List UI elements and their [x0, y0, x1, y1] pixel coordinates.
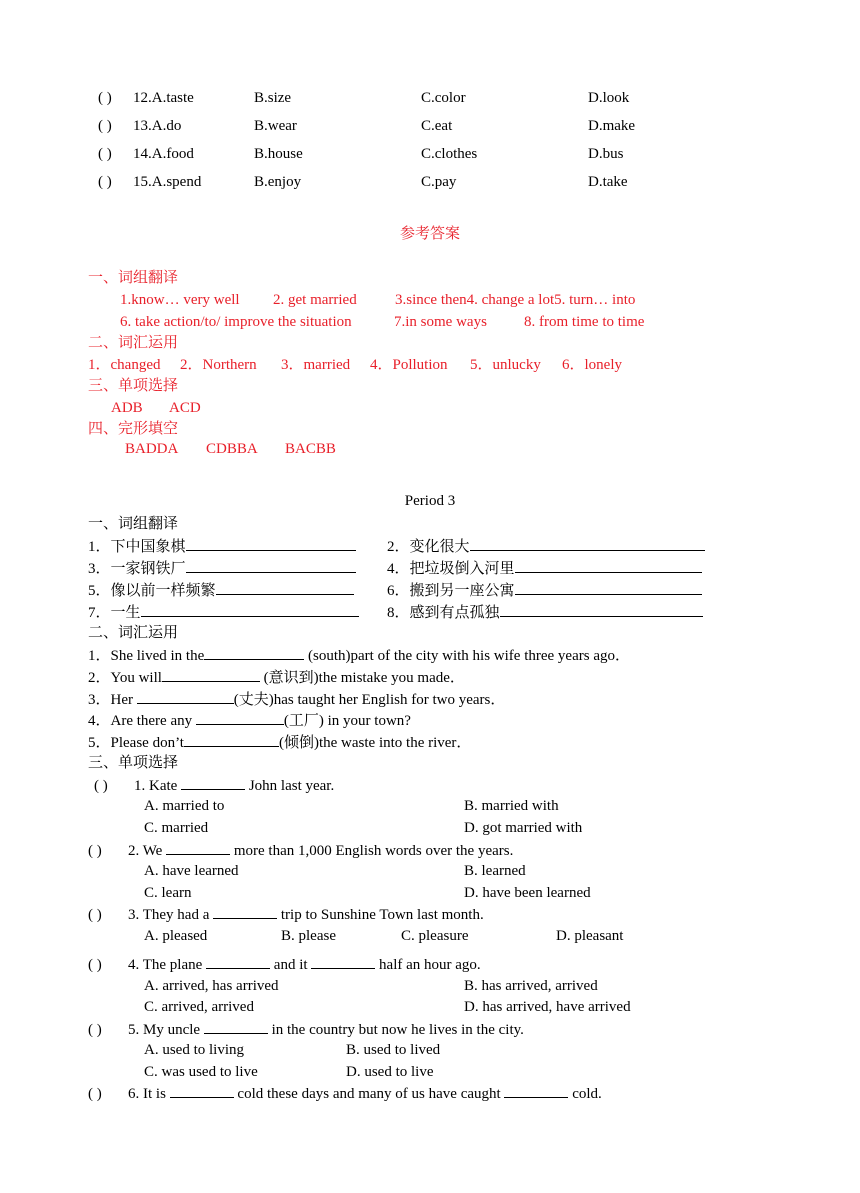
- answers-section-1-heading: 一、词组翻译: [88, 270, 179, 286]
- period-title: Period 3: [404, 493, 456, 509]
- phrase-item: 1．下中国象棋: [88, 536, 356, 557]
- option-c: C.clothes: [421, 146, 478, 162]
- answers-section-2-heading: 二、词汇运用: [88, 335, 179, 351]
- option-c: C. married: [144, 820, 209, 836]
- answers-title: 参考答案: [399, 226, 460, 242]
- option-c: C. learn: [144, 885, 192, 901]
- option-c: C. was used to live: [144, 1064, 258, 1080]
- option-a: A. have learned: [144, 863, 239, 879]
- option-d: D. pleasant: [556, 928, 624, 944]
- phrase-item: 3．一家钢铁厂: [88, 558, 356, 579]
- option-a: A. arrived, has arrived: [144, 978, 279, 994]
- option-b: B. please: [281, 928, 336, 944]
- phrase-item: 4．把垃圾倒入河里: [387, 558, 702, 579]
- option-d: D. have been learned: [464, 885, 591, 901]
- question-stem: ( ) 2. We more than 1,000 English words over the years.: [88, 840, 513, 861]
- answer-paren: ( ): [98, 90, 112, 106]
- answers-section-3-heading: 三、单项选择: [88, 378, 179, 394]
- answer-item: ACD: [169, 400, 201, 416]
- answer-item: 2. get married: [273, 292, 357, 308]
- option-c: C. arrived, arrived: [144, 999, 254, 1015]
- answer-item: 7.in some ways: [394, 314, 487, 330]
- phrase-item: 5．像以前一样频繁: [88, 580, 354, 601]
- answer-item: 6. take action/to/ improve the situation: [120, 314, 352, 330]
- option-b: B. married with: [464, 798, 559, 814]
- answer-item: ADB: [111, 400, 143, 416]
- answer-item: CDBBA: [206, 441, 258, 457]
- option-a: 12.A.taste: [133, 90, 194, 106]
- phrase-item: 7．一生: [88, 602, 359, 623]
- answer-item: 6．lonely: [562, 357, 622, 373]
- answer-paren: ( ): [98, 146, 112, 162]
- option-b: B.house: [254, 146, 303, 162]
- option-b: B.size: [254, 90, 292, 106]
- option-b: B.enjoy: [254, 174, 302, 190]
- option-b: B. learned: [464, 863, 526, 879]
- section-1-heading: 一、词组翻译: [88, 516, 179, 532]
- option-d: D. got married with: [464, 820, 583, 836]
- option-c: C. pleasure: [401, 928, 469, 944]
- question-stem: ( ) 6. It is cold these days and many of us have caught cold.: [88, 1083, 602, 1104]
- section-2-heading: 二、词汇运用: [88, 625, 179, 641]
- answer-item: 8. from time to time: [524, 314, 645, 330]
- option-b: B.wear: [254, 118, 297, 134]
- option-d: D. has arrived, have arrived: [464, 999, 631, 1015]
- option-a: A. married to: [144, 798, 225, 814]
- option-c: C.eat: [421, 118, 453, 134]
- question-stem: ( ) 3. They had a trip to Sunshine Town last month.: [88, 904, 484, 925]
- phrase-item: 8．感到有点孤独: [387, 602, 703, 623]
- answer-item: 3.since then4. change a lot5. turn… into: [395, 292, 636, 308]
- option-d: D.look: [588, 90, 630, 106]
- option-a: 15.A.spend: [133, 174, 202, 190]
- option-d: D. used to live: [346, 1064, 434, 1080]
- vocab-item: 1．She lived in the (south)part of the city with his wife three years ago．: [88, 645, 630, 666]
- answer-paren: ( ): [98, 174, 112, 190]
- answer-item: 4．Pollution: [370, 357, 448, 373]
- question-stem: ( ) 4. The plane and it half an hour ago.: [88, 954, 481, 975]
- question-stem: ( ) 1. Kate John last year.: [94, 775, 334, 796]
- option-a: A. used to living: [144, 1042, 244, 1058]
- option-a: 13.A.do: [133, 118, 182, 134]
- option-d: D.make: [588, 118, 636, 134]
- answers-section-4-heading: 四、完形填空: [88, 421, 179, 437]
- answer-item: 1．changed: [88, 357, 161, 373]
- vocab-item: 5．Please don’t (倾倒)the waste into the river．: [88, 732, 471, 753]
- answer-item: BACBB: [285, 441, 336, 457]
- vocab-item: 4．Are there any (工厂) in your town?: [88, 710, 411, 731]
- phrase-item: 2．变化很大: [387, 536, 705, 557]
- question-stem: ( ) 5. My uncle in the country but now he lives in the city.: [88, 1019, 524, 1040]
- vocab-item: 2．You will (意识到)the mistake you made．: [88, 667, 465, 688]
- answer-item: 2．Northern: [180, 357, 257, 373]
- option-b: B. used to lived: [346, 1042, 441, 1058]
- answer-item: 3．married: [281, 357, 351, 373]
- option-c: C.color: [421, 90, 466, 106]
- option-d: D.bus: [588, 146, 624, 162]
- answer-item: 5．unlucky: [470, 357, 541, 373]
- option-a: 14.A.food: [133, 146, 194, 162]
- answer-paren: ( ): [98, 118, 112, 134]
- option-d: D.take: [588, 174, 628, 190]
- option-a: A. pleased: [144, 928, 208, 944]
- option-c: C.pay: [421, 174, 457, 190]
- phrase-item: 6．搬到另一座公寓: [387, 580, 702, 601]
- section-3-heading: 三、单项选择: [88, 755, 179, 771]
- vocab-item: 3．Her (丈夫)has taught her English for two years．: [88, 689, 505, 710]
- answer-item: BADDA: [125, 441, 179, 457]
- answer-item: 1.know… very well: [120, 292, 240, 308]
- option-b: B. has arrived, arrived: [464, 978, 598, 994]
